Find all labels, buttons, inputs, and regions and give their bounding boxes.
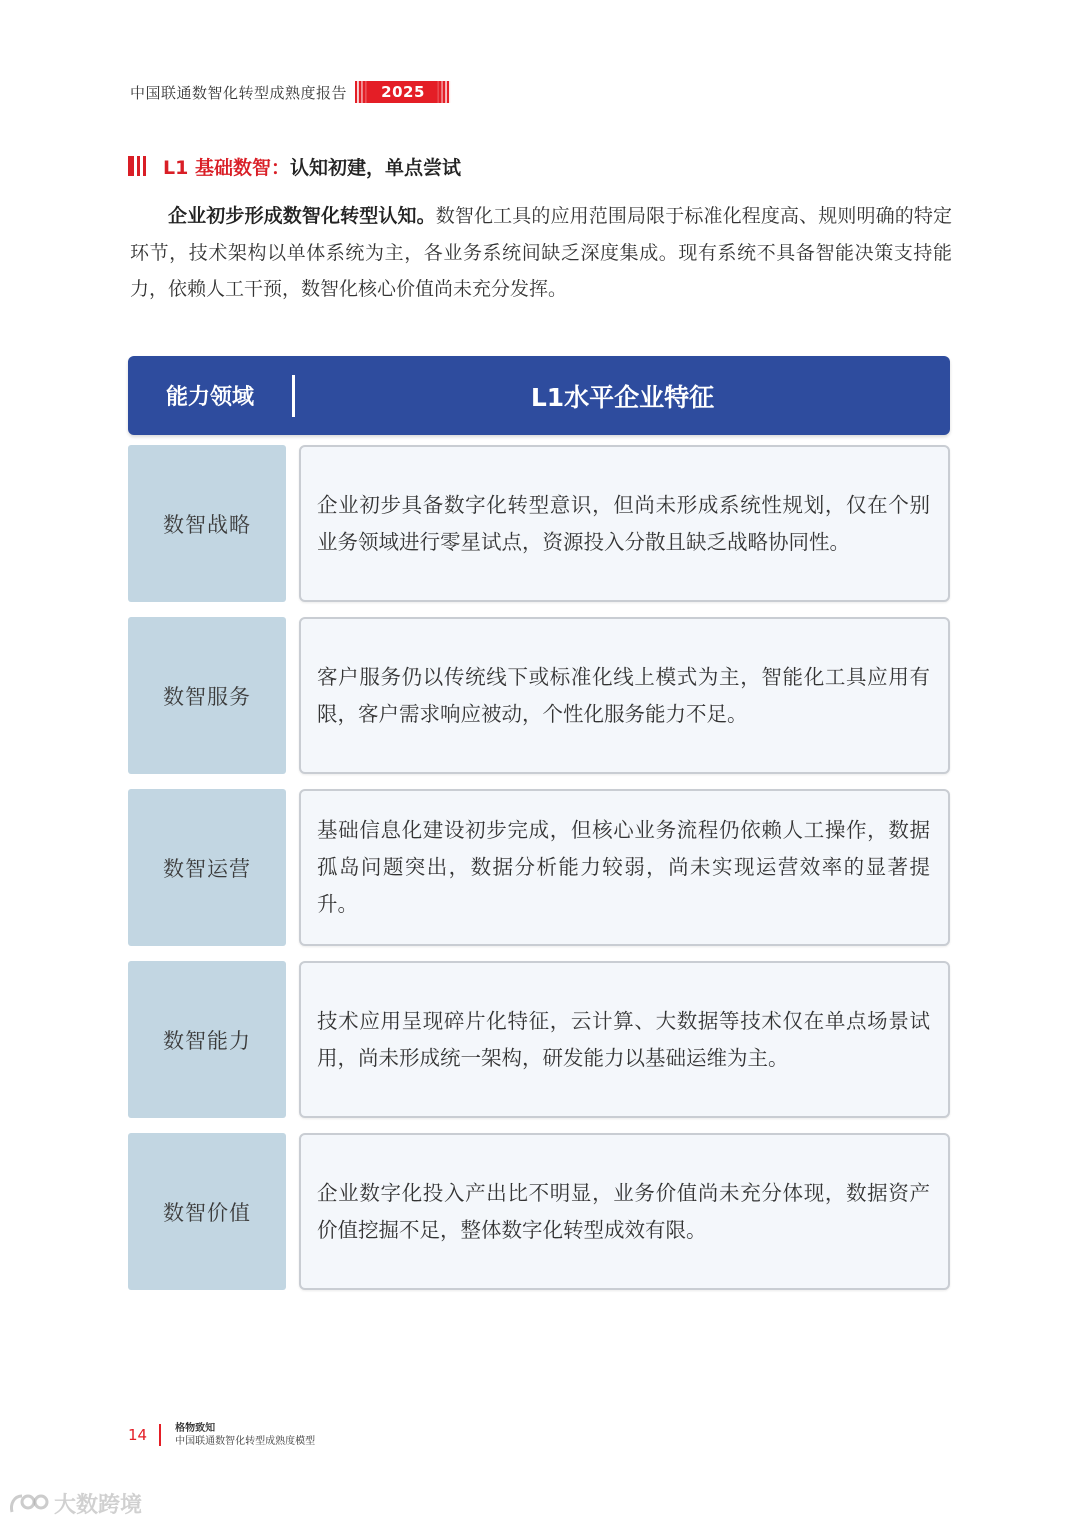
table-row xyxy=(128,961,950,1118)
table-header xyxy=(128,356,950,435)
domain-cell: 数智价值 xyxy=(128,1133,286,1290)
table-row xyxy=(128,789,950,946)
page-number: 14 xyxy=(128,1426,148,1444)
domain-cell: 数智服务 xyxy=(128,617,286,774)
feature-cell: 企业初步具备数字化转型意识，但尚未形成系统性规划，仅在个别业务领域进行零星试点，资源投入分散且缺乏战略协同性。 xyxy=(299,445,950,602)
heading-level: L1 基础数智： xyxy=(163,156,290,179)
domain-cell: 数智战略 xyxy=(128,445,286,602)
footer-subtitle: 中国联通数智化转型成熟度模型 xyxy=(175,1436,316,1447)
running-header xyxy=(130,80,451,104)
feature-cell: 客户服务仍以传统线下或标准化线上模式为主，智能化工具应用有限，客户需求响应被动，个性化服务能力不足。 xyxy=(299,617,950,774)
table-row xyxy=(128,445,950,602)
heading-title: 认知初建，单点尝试 xyxy=(289,156,461,179)
watermark-text: 大数跨境 xyxy=(54,1493,143,1518)
intro-lead: 企业初步形成数智化转型认知。 xyxy=(168,205,436,227)
section-heading xyxy=(128,152,461,180)
header-capability-domain: 能力领域 xyxy=(165,385,254,410)
domain-cell: 数智运营 xyxy=(128,789,286,946)
intro-paragraph xyxy=(130,198,952,308)
table-row xyxy=(128,1133,950,1290)
report-title: 中国联通数智化转型成熟度报告 xyxy=(130,83,348,102)
watermark xyxy=(8,1488,142,1519)
footer-divider xyxy=(159,1424,161,1446)
year-badge: 2025 xyxy=(355,81,451,103)
feature-cell: 技术应用呈现碎片化特征，云计算、大数据等技术仅在单点场景试用，尚未形成统一架构，研发能力以基础运维为主。 xyxy=(299,961,950,1118)
table-row xyxy=(128,617,950,774)
header-l1-features: L1水平企业特征 xyxy=(530,382,715,412)
intro-body: 数智化工具的应用范围局限于标准化程度高、规则明确的特定环节，技术架构以单体系统为主，各业务系统间缺乏深度集成。现有系统不具备智能决策支持能力，依赖人工干预，数智化核心价值尚未充分发挥。 xyxy=(130,205,952,300)
page-footer xyxy=(128,1422,315,1448)
table-body xyxy=(128,445,950,1305)
domain-cell: 数智能力 xyxy=(128,961,286,1118)
feature-cell: 企业数字化投入产出比不明显，业务价值尚未充分体现，数据资产价值挖掘不足，整体数字化转型成效有限。 xyxy=(299,1133,950,1290)
footer-text xyxy=(175,1422,315,1448)
footer-title: 格物致知 xyxy=(175,1423,216,1434)
feature-cell: 基础信息化建设初步完成，但核心业务流程仍依赖人工操作，数据孤岛问题突出，数据分析能力较弱，尚未实现运营效率的显著提升。 xyxy=(299,789,950,946)
heading-bars-icon xyxy=(128,156,149,176)
watermark-logo-icon xyxy=(8,1490,50,1518)
